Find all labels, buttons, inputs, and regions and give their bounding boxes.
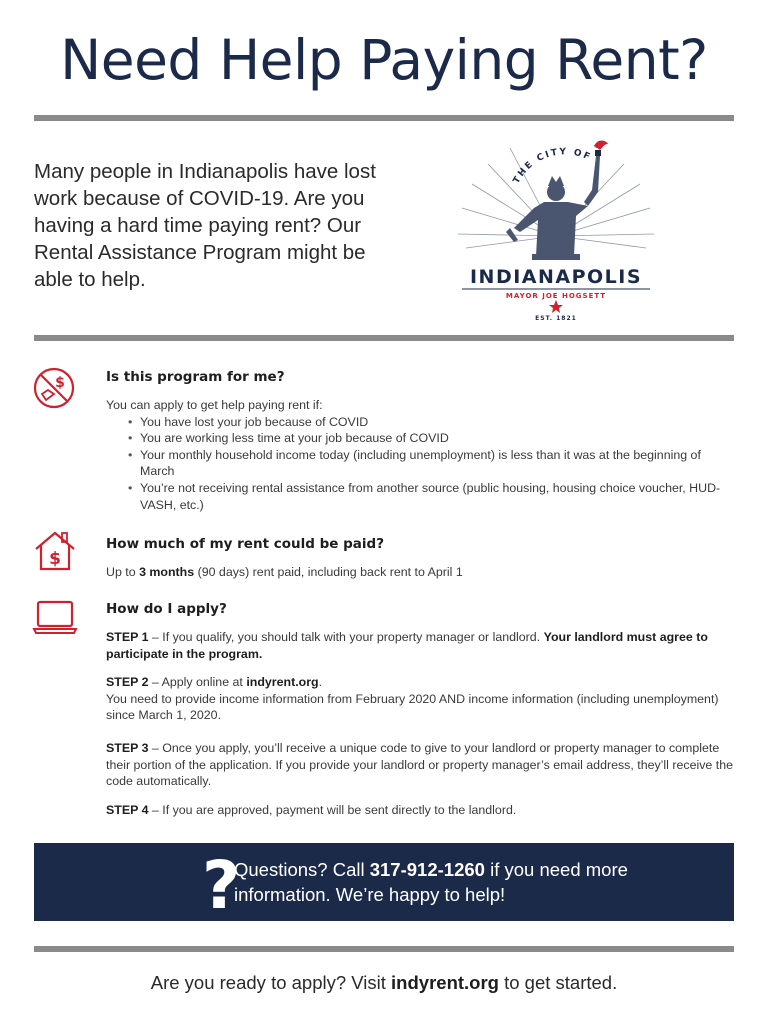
step-1-text: – If you qualify, you should talk with your property manager or landlord. [148, 630, 544, 644]
seal-name: INDIANAPOLIS [469, 266, 643, 288]
footer-text-1: Are you ready to apply? Visit [150, 972, 392, 993]
step-2 [106, 674, 736, 724]
list-item: • You are working less time at your job because of COVID [106, 430, 736, 447]
step-4 [106, 802, 736, 819]
step-1-bold: Your landlord must agree to participate in the program. [106, 630, 708, 661]
seal-est: EST. 1821 [535, 315, 577, 322]
step-3-label: STEP 3 [106, 741, 149, 755]
footer-cta [0, 972, 768, 994]
amount-text [106, 564, 736, 581]
seal-mayor: MAYOR JOE HOGSETT [505, 292, 607, 300]
amount-title: How much of my rent could be paid? [106, 536, 385, 552]
list-item: • You have lost your job because of COVID [106, 414, 736, 431]
intro-paragraph: Many people in Indianapolis have lost work because of COVID-19. Are you having a hard time paying rent? Our Rental Assistance Program might be able to help. [34, 160, 376, 291]
seal-arc-text: THE CITY OF [511, 147, 593, 186]
amount-prefix: Up to [106, 565, 140, 579]
page-title: Need Help Paying Rent? [60, 28, 708, 92]
svg-text:$: $ [49, 549, 61, 569]
eligibility-body [106, 397, 736, 513]
eligibility-title: Is this program for me? [106, 369, 285, 385]
step-4-text: – If you are approved, payment will be sent directly to the landlord. [148, 803, 517, 817]
eligibility-list [106, 414, 736, 514]
amount-bold: 3 months [139, 565, 195, 579]
house-dollar-icon [32, 529, 78, 575]
divider-middle [34, 335, 734, 341]
step-2-label: STEP 2 [106, 675, 149, 689]
list-item: • You’re not receiving rental assistance from another source (public housing, housing choice voucher, HUD-VASH, etc.) [106, 480, 736, 513]
apply-title: How do I apply? [106, 601, 227, 617]
eligibility-intro: You can apply to get help paying rent if: [106, 398, 323, 412]
divider-bottom [34, 946, 734, 952]
questions-banner [34, 843, 734, 924]
step-3-text: – Once you apply, you’ll receive a unique code to give to your landlord or property manager to complete their portion of the application. If you provide your landlord or property manager’s email address, they’ll receive the code automatically. [106, 741, 733, 789]
footer-text-2: to get started. [498, 972, 618, 993]
question-mark-icon: ? [202, 847, 241, 924]
city-seal-logo [448, 136, 664, 322]
footer-indyrent-link[interactable]: indyrent.org [391, 972, 499, 993]
step-1-label: STEP 1 [106, 630, 149, 644]
step-1 [106, 629, 736, 662]
amount-suffix: (90 days) rent paid, including back rent to April 1 [194, 565, 463, 579]
indyrent-link[interactable]: indyrent.org [246, 675, 319, 689]
banner-text [234, 857, 654, 907]
banner-text-2: if you need more information. We’re happy to help! [234, 859, 628, 905]
no-money-icon [32, 366, 78, 412]
step-2-end: . [318, 675, 323, 689]
step-2-text: – Apply online at [148, 675, 247, 689]
step-3 [106, 740, 736, 790]
step-2-detail: You need to provide income information from February 2020 AND income information (including unemployment) since March 1, 2020. [106, 691, 719, 723]
step-4-label: STEP 4 [106, 803, 149, 817]
svg-text:$: $ [55, 375, 65, 391]
laptop-icon [32, 596, 78, 642]
banner-text-1: Questions? Call [234, 859, 370, 880]
divider-top [34, 115, 734, 121]
list-item: • Your monthly household income today (including unemployment) is less than it was at the beginning of March [106, 447, 736, 480]
phone-number[interactable]: 317-912-1260 [369, 859, 485, 880]
